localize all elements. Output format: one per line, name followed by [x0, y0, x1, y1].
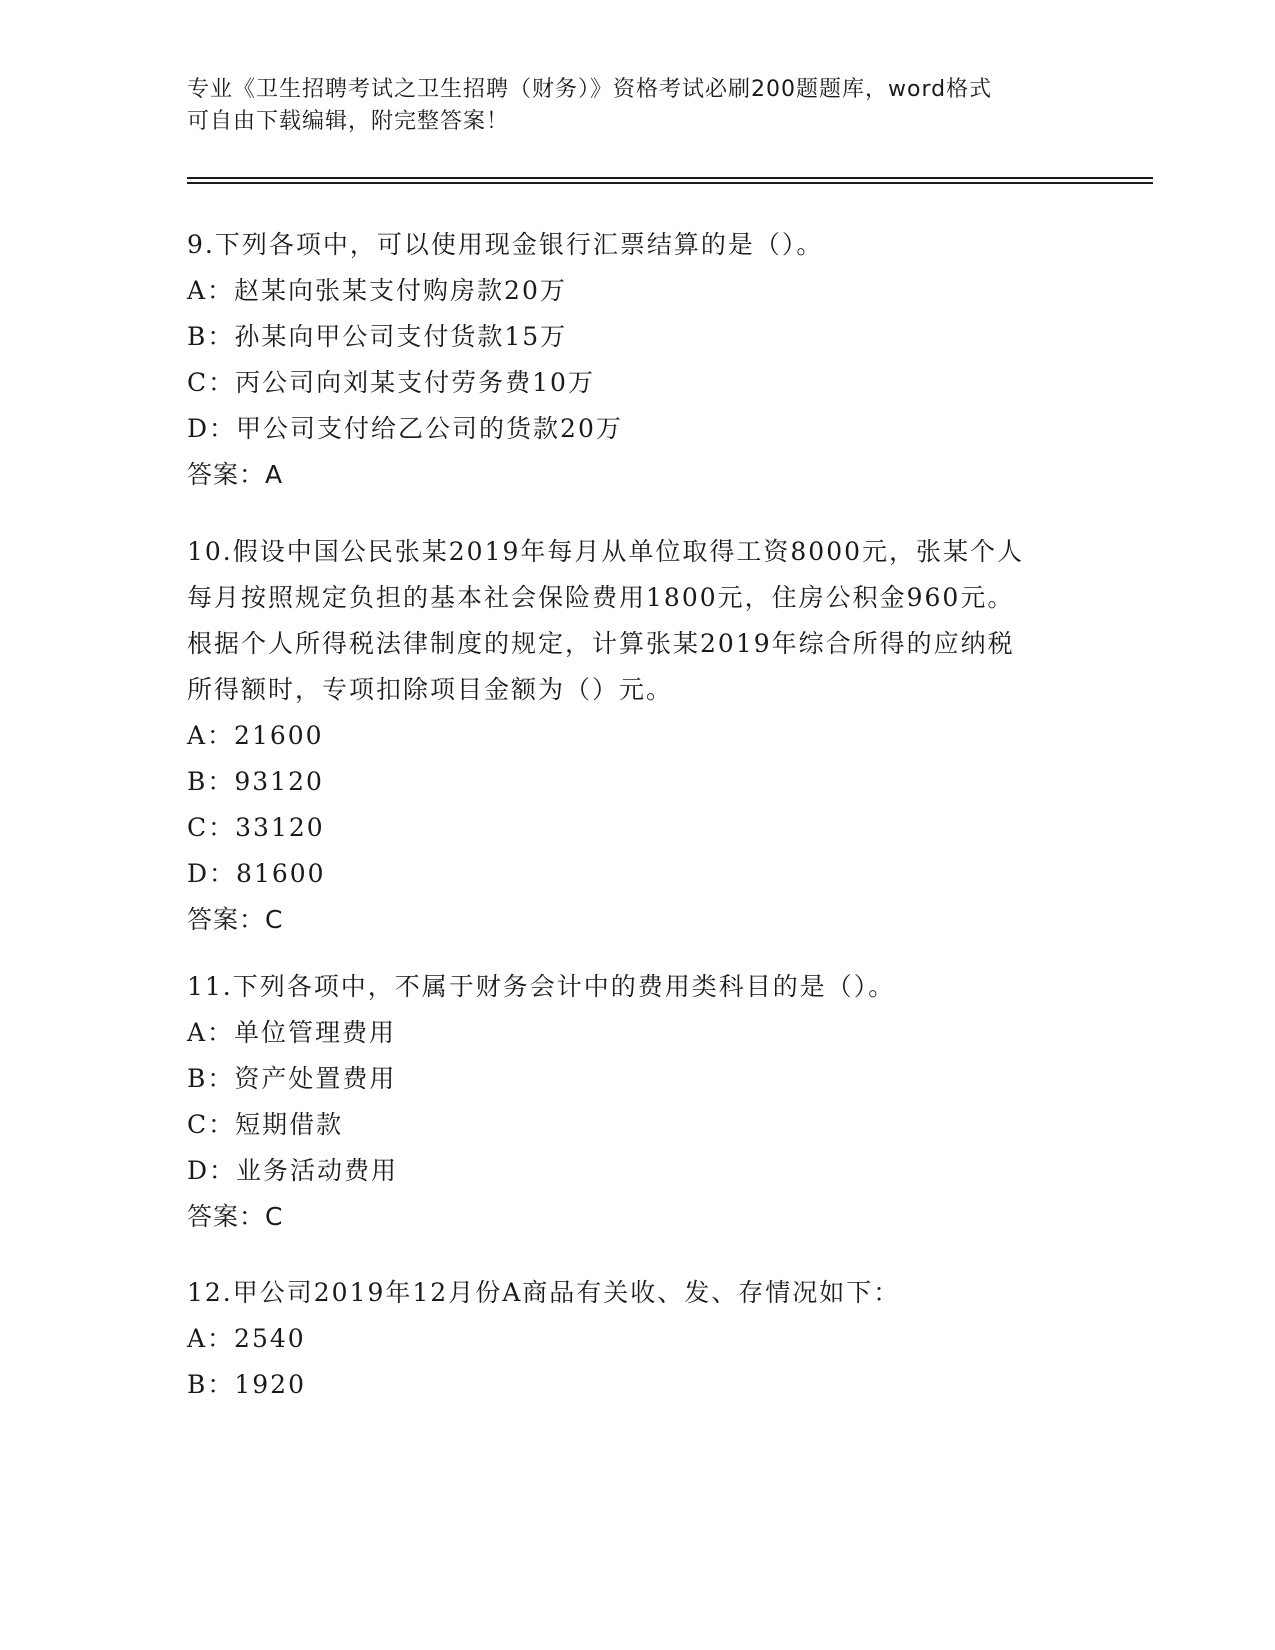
document-header — [187, 74, 1087, 138]
header-title-line-1: 专业《卫生招聘考试之卫生招聘（财务）》资格考试必刷200题题库，word格式 — [187, 77, 993, 102]
header-divider-top — [187, 177, 1153, 179]
option-c: C：33120 — [187, 813, 325, 842]
option-a: A：赵某向张某支付购房款20万 — [187, 276, 567, 305]
question-11 — [187, 964, 1087, 1240]
option-a: A：21600 — [187, 721, 324, 750]
option-b: B：资产处置费用 — [187, 1064, 397, 1093]
option-b: B：93120 — [187, 767, 324, 796]
option-c: C：短期借款 — [187, 1110, 344, 1139]
question-stem: 根据个人所得税法律制度的规定，计算张某2019年综合所得的应纳税 — [187, 629, 1015, 658]
question-stem: 10.假设中国公民张某2019年每月从单位取得工资8000元，张某个人 — [187, 537, 1025, 566]
option-c: C：丙公司向刘某支付劳务费10万 — [187, 368, 595, 397]
option-d: D：81600 — [187, 859, 326, 888]
option-b: B：1920 — [187, 1370, 306, 1399]
question-10 — [187, 529, 1087, 943]
option-d: D：业务活动费用 — [187, 1156, 399, 1185]
question-stem: 9.下列各项中，可以使用现金银行汇票结算的是（）。 — [187, 230, 824, 259]
question-stem: 11.下列各项中，不属于财务会计中的费用类科目的是（）。 — [187, 972, 896, 1001]
option-a: A：2540 — [187, 1324, 306, 1353]
header-title-line-2: 可自由下载编辑，附完整答案！ — [187, 109, 510, 134]
question-stem: 12.甲公司2019年12月份A商品有关收、发、存情况如下： — [187, 1278, 901, 1307]
header-divider-bottom — [187, 182, 1153, 184]
answer-label: 答案：C — [187, 905, 284, 934]
option-d: D：甲公司支付给乙公司的货款20万 — [187, 414, 623, 443]
option-b: B：孙某向甲公司支付货款15万 — [187, 322, 568, 351]
answer-label: 答案：A — [187, 460, 284, 489]
question-stem: 所得额时，专项扣除项目金额为（）元。 — [187, 675, 674, 704]
question-9 — [187, 222, 1087, 498]
question-stem: 每月按照规定负担的基本社会保险费用1800元，住房公积金960元。 — [187, 583, 1015, 612]
question-12 — [187, 1270, 1087, 1408]
answer-label: 答案：C — [187, 1202, 284, 1231]
option-a: A：单位管理费用 — [187, 1018, 397, 1047]
